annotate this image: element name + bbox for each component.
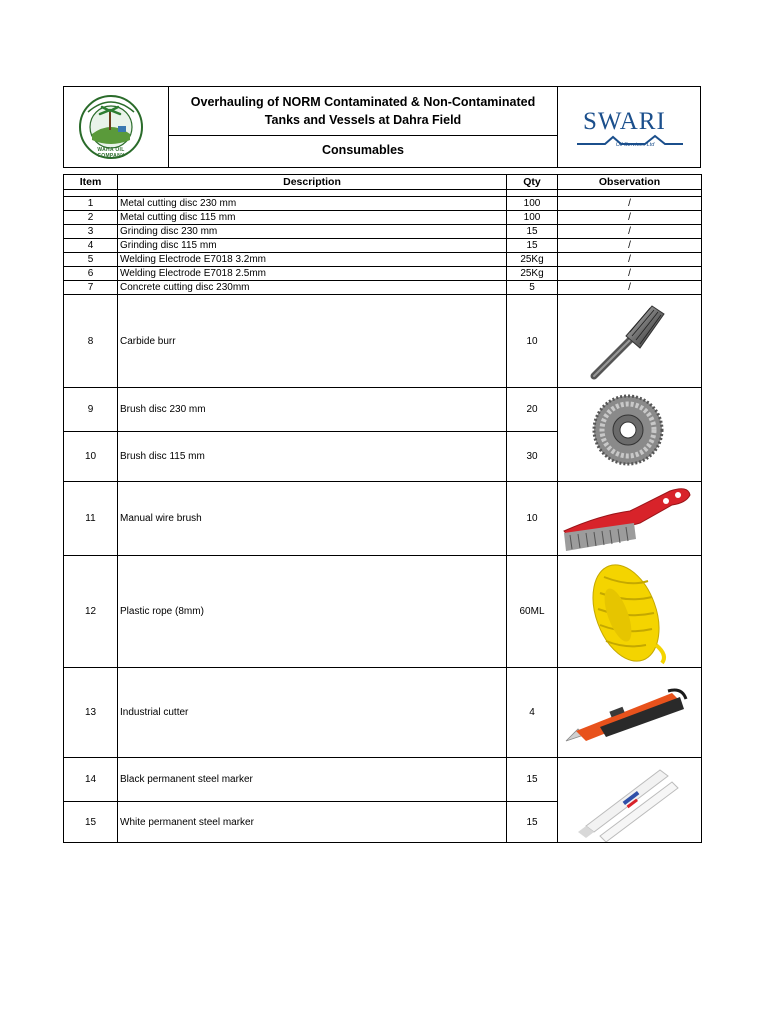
table-row: 6 Welding Electrode E7018 2.5mm 25Kg /: [64, 267, 702, 281]
brush-disc-icon: [560, 390, 702, 480]
swari-logo-text: SWARI: [583, 108, 666, 135]
col-header-qty: Qty: [507, 175, 558, 190]
industrial-cutter-icon: [560, 669, 702, 757]
col-header-description: Description: [118, 175, 507, 190]
table-row: 3 Grinding disc 230 mm 15 /: [64, 225, 702, 239]
col-header-item: Item: [64, 175, 118, 190]
swari-logo-subtext: Oil Services Ltd: [615, 142, 655, 148]
table-row: 9 Brush disc 230 mm 20: [64, 388, 702, 432]
table-row: 7 Concrete cutting disc 230mm 5 /: [64, 281, 702, 295]
table-row: 4 Grinding disc 115 mm 15 /: [64, 239, 702, 253]
table-spacer-row: [64, 190, 702, 197]
table-row: 8 Carbide burr 10: [64, 295, 702, 388]
document-subtitle: Consumables: [322, 143, 404, 157]
table-row: 12 Plastic rope (8mm) 60ML: [64, 556, 702, 668]
title-line-2: Tanks and Vessels at Dahra Field: [264, 113, 462, 127]
table-header-row: [64, 175, 702, 190]
waha-logo: [78, 92, 144, 162]
col-header-observation: Observation: [558, 175, 702, 190]
waha-logo-text: WAHA OIL COMPANY: [97, 147, 125, 159]
table-row: 10 Brush disc 115 mm 30: [64, 432, 702, 482]
table-row: 14 Black permanent steel marker 15: [64, 758, 702, 802]
title-line-1: Overhauling of NORM Contaminated & Non-Contaminated: [190, 95, 536, 109]
table-row: 15 White permanent steel marker 15: [64, 802, 702, 843]
header-left-divider: [168, 86, 169, 168]
plastic-rope-icon: [560, 557, 702, 667]
table-row: 13 Industrial cutter 4: [64, 668, 702, 758]
table-row: 2 Metal cutting disc 115 mm 100 /: [64, 211, 702, 225]
header-right-divider: [557, 86, 558, 168]
swari-logo: [575, 108, 685, 152]
table-row: 11 Manual wire brush 10: [64, 482, 702, 556]
wire-brush-icon: [560, 483, 702, 555]
table-row: 5 Welding Electrode E7018 3.2mm 25Kg /: [64, 253, 702, 267]
carbide-burr-icon: [560, 296, 702, 386]
header-mid-divider: [168, 135, 557, 136]
steel-marker-icon: [560, 758, 702, 842]
table-row: 1 Metal cutting disc 230 mm 100 /: [64, 197, 702, 211]
document-title: [170, 93, 556, 129]
consumables-table: [63, 174, 702, 843]
